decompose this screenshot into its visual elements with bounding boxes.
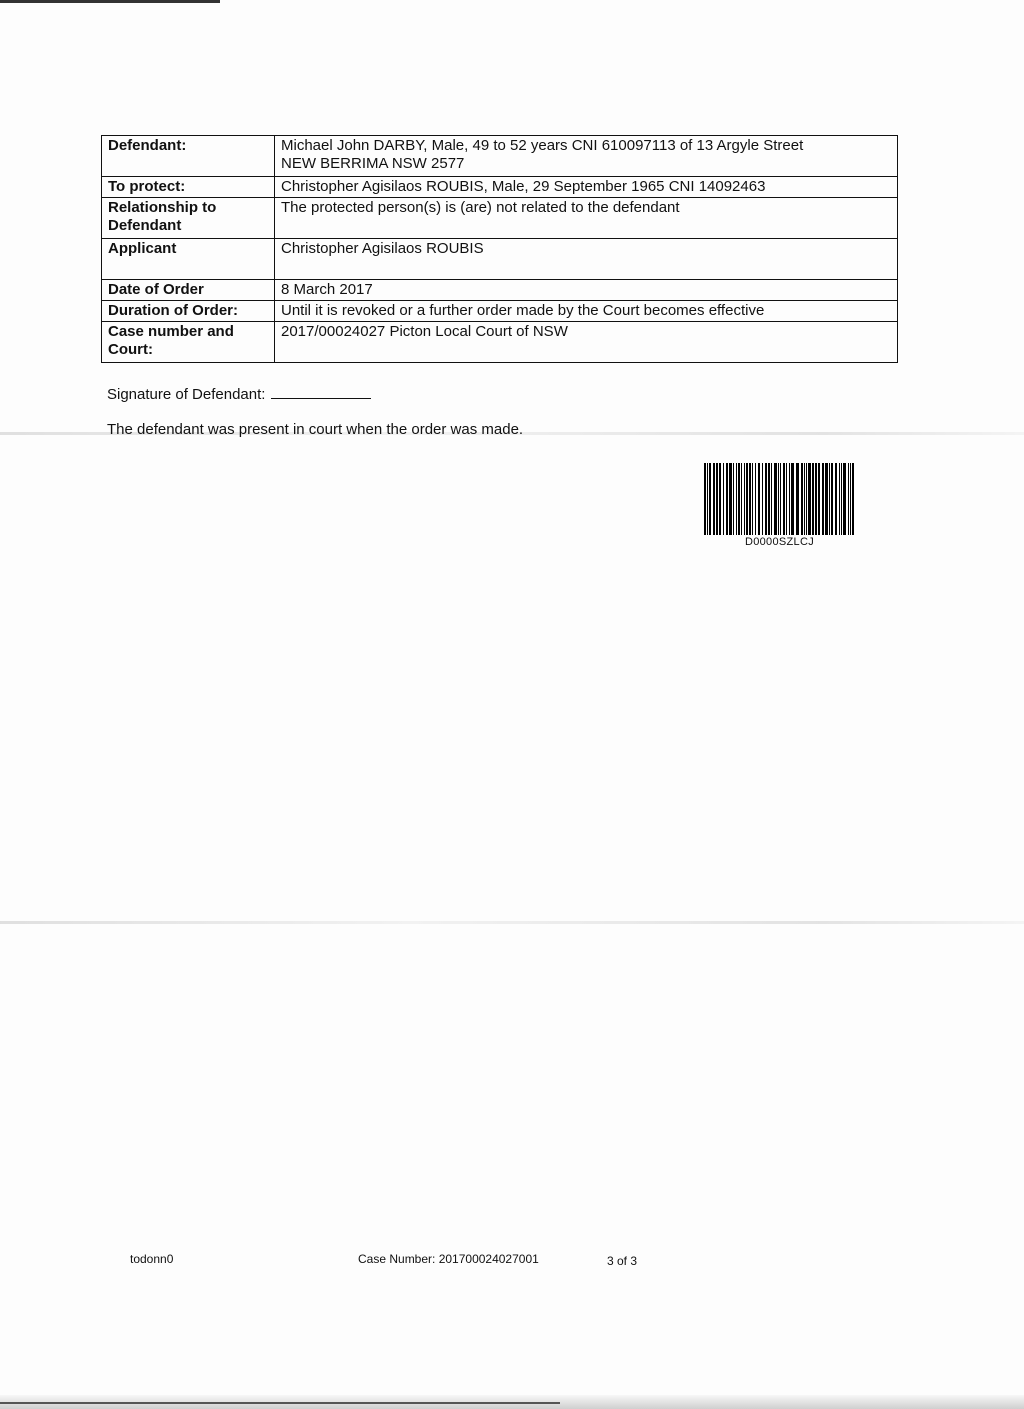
barcode-bar	[713, 463, 715, 535]
barcode-bar	[778, 463, 779, 535]
relationship-label-line1: Relationship to	[108, 199, 217, 216]
barcode-bar	[815, 463, 817, 535]
barcode-bar	[848, 463, 849, 535]
defendant-label: Defendant:	[102, 136, 275, 177]
presence-statement: The defendant was present in court when the order was made.	[107, 421, 524, 438]
date-of-order-label: Date of Order	[102, 280, 275, 301]
barcode-bar	[825, 463, 828, 535]
defendant-value-line2: NEW BERRIMA NSW 2577	[281, 155, 465, 172]
barcode-bar	[774, 463, 777, 535]
scan-edge-top	[0, 0, 220, 3]
barcode-bar	[850, 463, 851, 535]
barcode-bar	[752, 463, 753, 535]
barcode-bar	[812, 463, 814, 535]
barcode-bar	[835, 463, 837, 535]
barcode-bar	[749, 463, 751, 535]
order-details-table	[101, 135, 898, 363]
barcode-bar	[744, 463, 745, 535]
barcode-bar	[843, 463, 846, 535]
table-row-defendant	[102, 136, 898, 177]
barcode-bar	[808, 463, 811, 535]
barcode-bar	[736, 463, 737, 535]
barcode-bar	[839, 463, 840, 535]
table-row-date-of-order	[102, 280, 898, 301]
barcode-bar	[818, 463, 820, 535]
barcode-bar	[733, 463, 734, 535]
barcode-bar	[768, 463, 770, 535]
barcode-bar	[755, 463, 756, 535]
duration-value: Until it is revoked or a further order made by the Court becomes effective	[275, 301, 898, 322]
barcode-bar	[831, 463, 833, 535]
table-row-applicant	[102, 239, 898, 280]
signature-line	[271, 384, 371, 399]
barcode-bar	[726, 463, 728, 535]
barcode-bar	[786, 463, 787, 535]
barcode-bar	[738, 463, 740, 535]
barcode	[702, 463, 857, 535]
barcode-bar	[741, 463, 742, 535]
barcode-bar	[804, 463, 805, 535]
barcode-bar	[796, 463, 799, 535]
barcode-bar	[719, 463, 721, 535]
barcode-bar	[716, 463, 718, 535]
date-of-order-value: 8 March 2017	[275, 280, 898, 301]
table-row-duration	[102, 301, 898, 322]
barcode-bar	[758, 463, 760, 535]
case-number-label	[102, 322, 275, 363]
fold-line	[0, 921, 1024, 924]
barcode-bar	[729, 463, 732, 535]
table-row-to-protect	[102, 177, 898, 198]
signature-block	[107, 384, 371, 403]
barcode-bar	[801, 463, 803, 535]
barcode-bar	[789, 463, 790, 535]
footer-page-number: 3 of 3	[607, 1254, 638, 1268]
relationship-label-line2: Defendant	[108, 217, 182, 234]
barcode-bar	[704, 463, 706, 535]
relationship-value: The protected person(s) is (are) not related to the defendant	[275, 198, 898, 239]
case-number-label-line1: Case number and	[108, 323, 234, 340]
relationship-label	[102, 198, 275, 239]
barcode-bar	[829, 463, 830, 535]
applicant-label: Applicant	[102, 239, 275, 280]
defendant-value	[275, 136, 898, 177]
table-row-relationship	[102, 198, 898, 239]
barcode-bar	[822, 463, 824, 535]
barcode-text: D0000SZLCJ	[744, 536, 815, 548]
barcode-bar	[707, 463, 708, 535]
to-protect-value: Christopher Agisilaos ROUBIS, Male, 29 September 1965 CNI 14092463	[275, 177, 898, 198]
barcode-bar	[723, 463, 724, 535]
footer-case-number: Case Number: 201700024027001	[358, 1252, 539, 1266]
barcode-bar	[783, 463, 785, 535]
barcode-bar	[791, 463, 794, 535]
duration-label: Duration of Order:	[102, 301, 275, 322]
defendant-value-line1: Michael John DARBY, Male, 49 to 52 years CNI 610097113 of 13 Argyle Street	[281, 137, 804, 154]
case-number-label-line2: Court:	[108, 341, 153, 358]
signature-label: Signature of Defendant:	[107, 386, 266, 403]
barcode-bar	[771, 463, 772, 535]
barcode-bar	[765, 463, 767, 535]
applicant-value: Christopher Agisilaos ROUBIS	[275, 239, 898, 280]
table-row-case-number	[102, 322, 898, 363]
to-protect-label: To protect:	[102, 177, 275, 198]
barcode-bar	[806, 463, 807, 535]
barcode-bar	[841, 463, 842, 535]
case-number-value: 2017/00024027 Picton Local Court of NSW	[275, 322, 898, 363]
barcode-bar	[780, 463, 781, 535]
barcode-bar	[709, 463, 711, 535]
barcode-bar	[852, 463, 854, 535]
footer-user: todonn0	[130, 1252, 174, 1266]
barcode-bar	[746, 463, 748, 535]
barcode-bar	[762, 463, 763, 535]
scan-edge-line	[0, 1402, 560, 1404]
